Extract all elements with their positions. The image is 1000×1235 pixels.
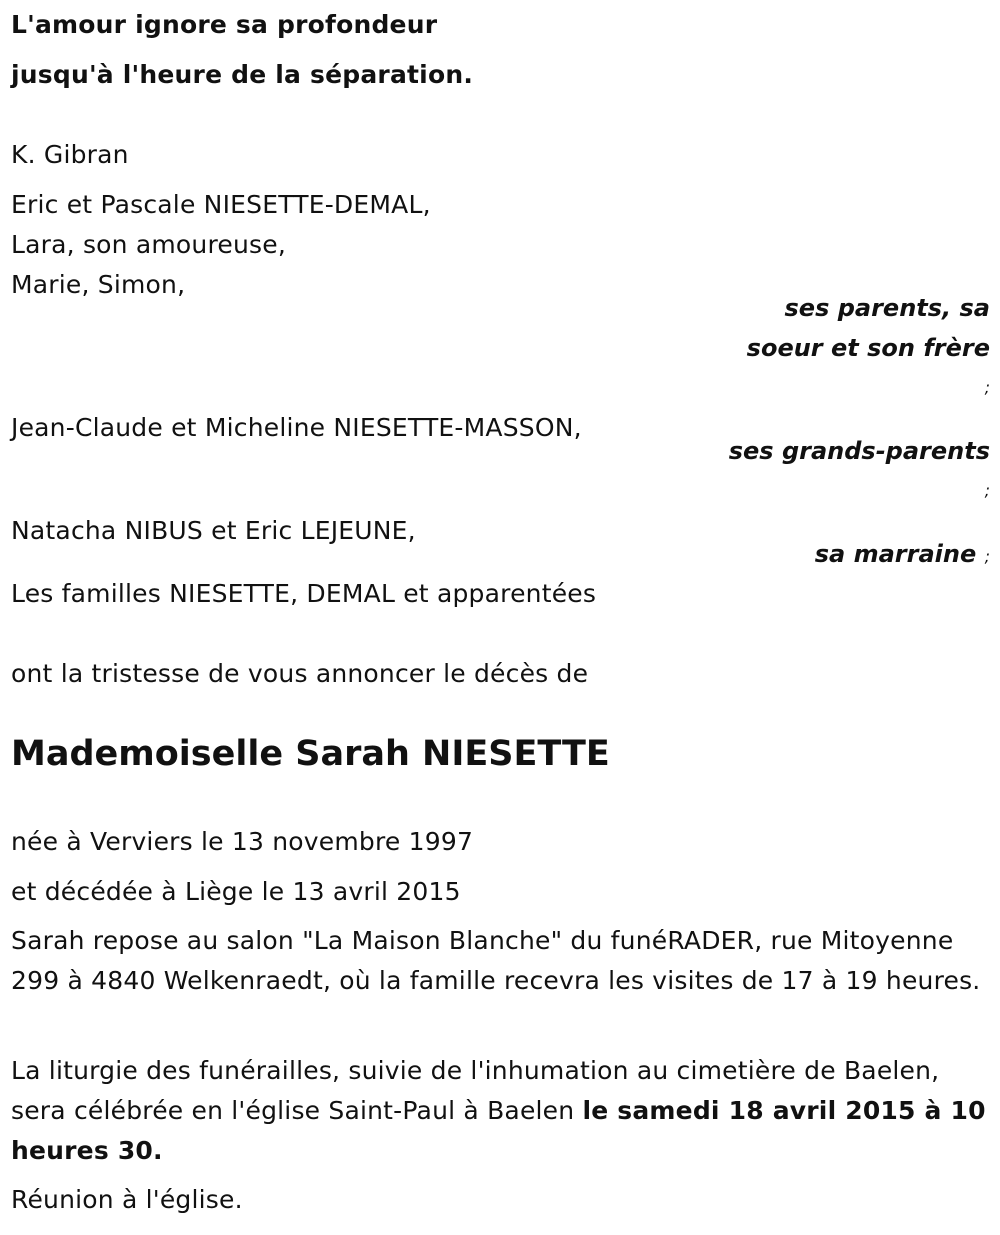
visitation-paragraph: Sarah repose au salon "La Maison Blanche" du funéRADER, rue Mitoyenne 299 à 4840 Welkenraedt, où la famille recevra les visites de 17 à 19 heures. <box>11 926 981 995</box>
grandparents-role-separator: ; <box>984 481 990 500</box>
godparents-role-label: sa marraine <box>814 540 977 568</box>
grandparents-role: ses grands-parents <box>728 437 990 465</box>
parents-names: Eric et Pascale NIESETTE-DEMAL, <box>11 190 431 219</box>
death-line: et décédée à Liège le 13 avril 2015 <box>11 877 461 906</box>
announcement-line: ont la tristesse de vous annoncer le décès de <box>11 659 589 688</box>
families-line: Les familles NIESETTE, DEMAL et apparentées <box>11 579 597 608</box>
funeral-paragraph <box>11 1051 996 1171</box>
parents-role-separator: ; <box>984 378 990 397</box>
quote-line-2: jusqu'à l'heure de la séparation. <box>11 60 474 89</box>
funeral-text: La liturgie des funérailles, suivie de l'inhumation au cimetière de Baelen, sera célébrée en l'église Saint-Paul à Baelen <box>11 1056 940 1125</box>
siblings-names: Marie, Simon, <box>11 270 186 299</box>
godparents-role <box>815 534 990 577</box>
birth-line: née à Verviers le 13 novembre 1997 <box>11 827 474 856</box>
quote-line-1: L'amour ignore sa profondeur <box>11 10 438 39</box>
parents-role-line-2: soeur et son frère <box>746 334 990 362</box>
godparents-role-separator: ; <box>984 547 990 566</box>
funeral-date: le samedi 18 avril 2015 à 10 heures 30. <box>11 1096 986 1165</box>
partner-name: Lara, son amoureuse, <box>11 230 286 259</box>
gathering-line: Réunion à l'église. <box>11 1185 243 1214</box>
quote-author: K. Gibran <box>11 140 129 169</box>
deceased-name: Mademoiselle Sarah NIESETTE <box>11 734 610 774</box>
grandparents-names: Jean-Claude et Micheline NIESETTE-MASSON, <box>11 413 582 442</box>
parents-role-line-1: ses parents, sa <box>784 294 990 322</box>
godparents-names: Natacha NIBUS et Eric LEJEUNE, <box>11 516 416 545</box>
